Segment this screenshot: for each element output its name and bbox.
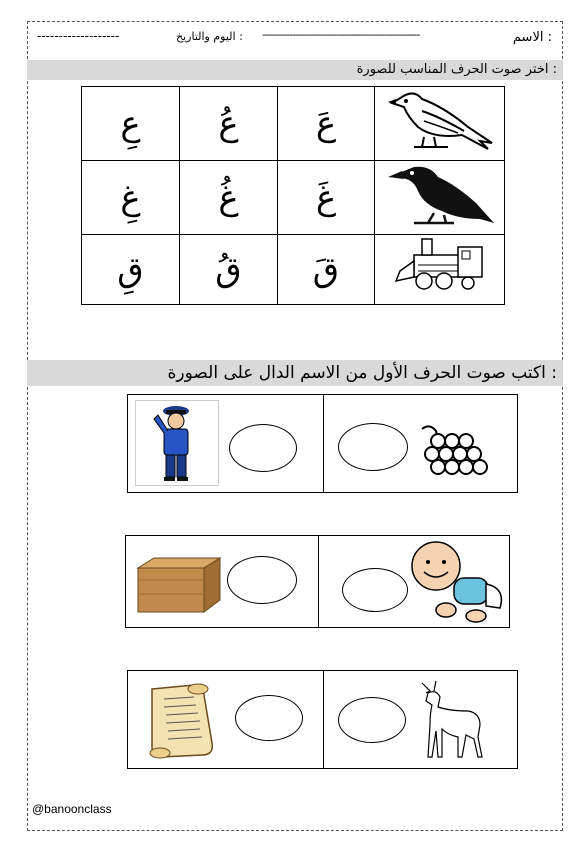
choice-kasra[interactable]: غِ — [82, 161, 180, 235]
letter-choice-table — [81, 86, 505, 305]
choice-kasra[interactable]: قِ — [82, 235, 180, 305]
deer-icon — [416, 677, 488, 763]
divider — [323, 395, 324, 492]
answer-oval[interactable] — [227, 556, 297, 604]
police-officer-icon — [136, 401, 218, 485]
answer-oval[interactable] — [229, 424, 297, 472]
choice-damma[interactable]: قُ — [180, 235, 278, 305]
name-label: الاسم : — [512, 30, 552, 45]
police-officer-image — [135, 400, 219, 486]
scroll-icon — [138, 681, 222, 761]
baby-icon — [406, 538, 510, 626]
choice-damma[interactable]: عُ — [180, 87, 278, 161]
choice-fatha[interactable]: عَ — [278, 87, 375, 161]
choice-fatha[interactable]: قَ — [278, 235, 375, 305]
choice-kasra[interactable]: عِ — [82, 87, 180, 161]
footer-credit: @banoonclass — [32, 802, 112, 816]
sparrow-bird-image — [375, 87, 505, 161]
answer-oval[interactable] — [235, 695, 303, 741]
choice-damma[interactable]: غُ — [180, 161, 278, 235]
answer-oval[interactable] — [342, 568, 408, 612]
grapes-icon — [416, 423, 496, 485]
section2-instruction: اكتب صوت الحرف الأول من الاسم الدال على الصورة : — [167, 363, 557, 383]
train-image — [375, 235, 505, 305]
answer-oval[interactable] — [338, 697, 406, 743]
answer-pair-1 — [127, 394, 518, 493]
name-line[interactable]: ----------------------------------------------------- — [262, 28, 420, 41]
section2-banner — [27, 360, 563, 386]
crow-icon — [384, 161, 496, 225]
date-label: اليوم والتاريخ : — [176, 30, 243, 43]
section1-banner — [27, 60, 563, 80]
answer-pair-2 — [125, 535, 510, 628]
crow-image — [375, 161, 505, 235]
table-row — [82, 161, 505, 235]
bird-icon — [384, 87, 496, 151]
answer-pair-3 — [127, 670, 518, 769]
table-row — [82, 87, 505, 161]
divider — [323, 671, 324, 768]
choice-fatha[interactable]: غَ — [278, 161, 375, 235]
table-row — [82, 235, 505, 305]
section1-instruction: اختر صوت الحرف المناسب للصورة : — [356, 62, 557, 77]
train-icon — [392, 235, 488, 295]
answer-oval[interactable] — [338, 423, 408, 471]
date-line[interactable]: ------------------- — [37, 29, 120, 43]
wooden-box-icon — [136, 556, 222, 614]
divider — [318, 536, 319, 627]
